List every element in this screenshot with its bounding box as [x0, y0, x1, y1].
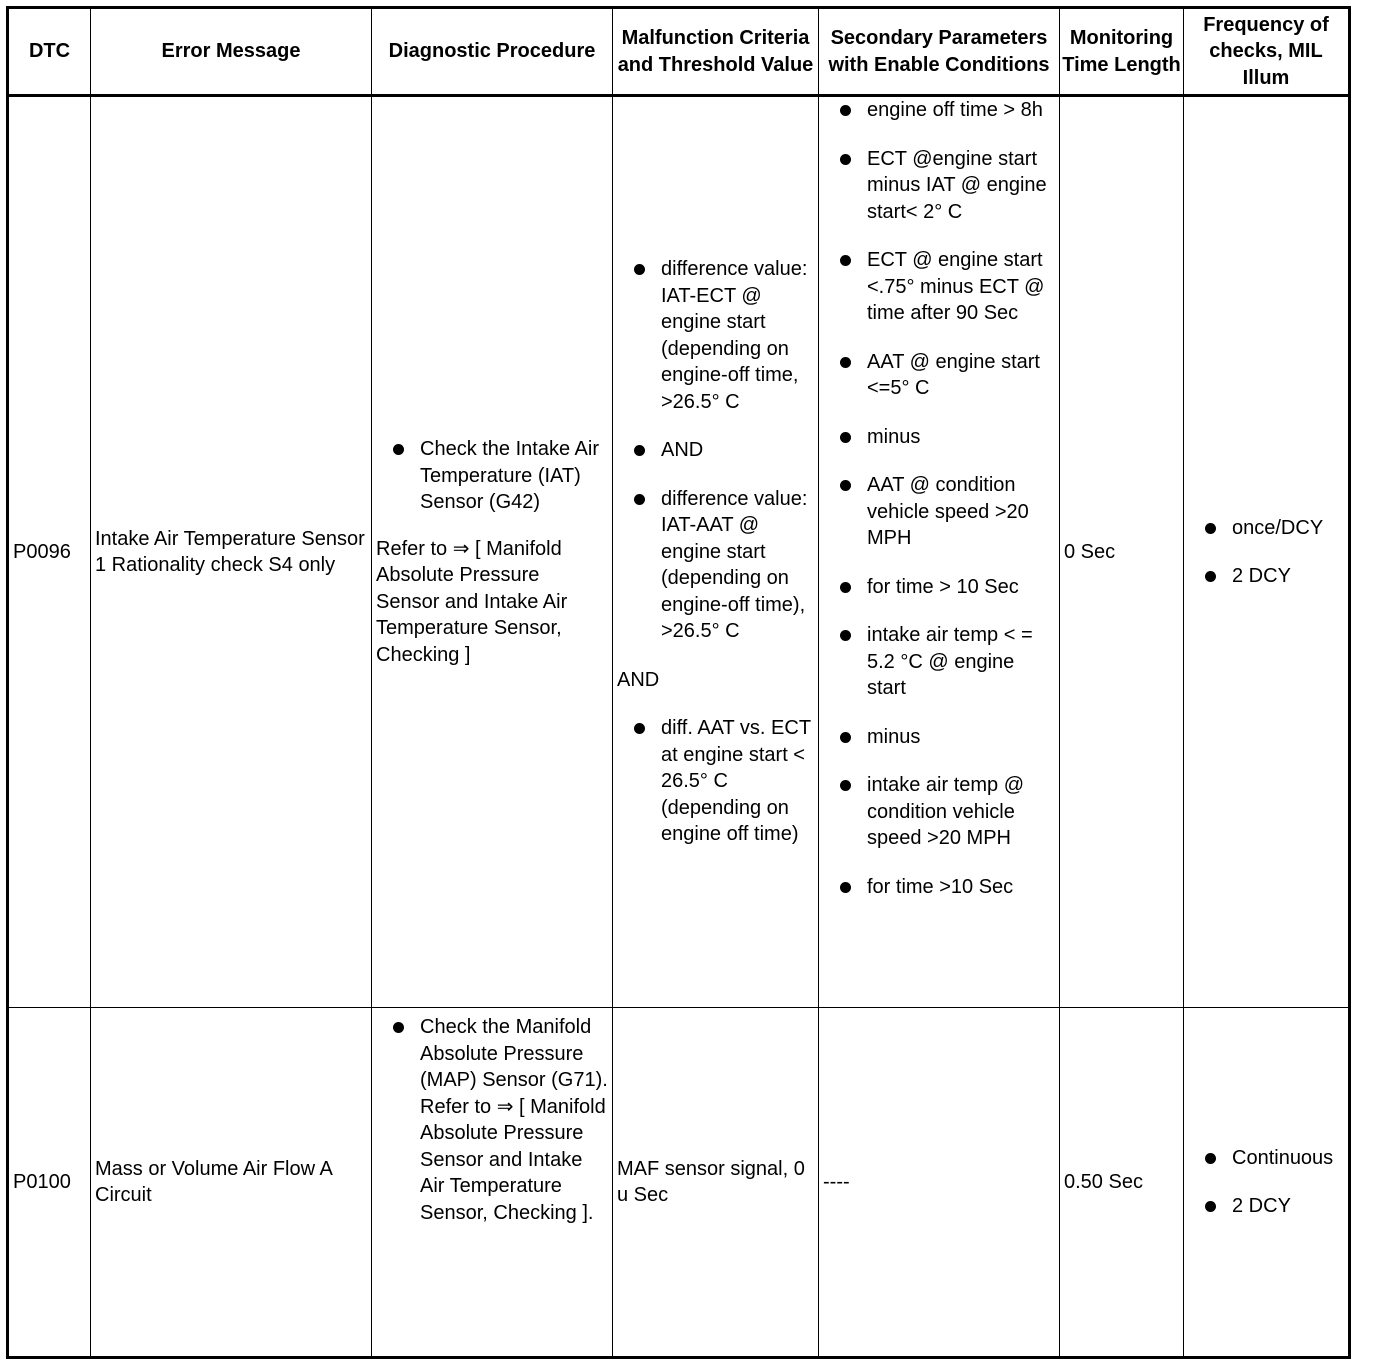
diagnostic-refer-text: Refer to ⇒ [ Manifold Absolute Pressure Sensor and Intake Air Temperature Sensor, Checking ]: [376, 537, 568, 666]
secondary-bullet: AAT @ engine start <=5° C: [823, 349, 1057, 402]
frequency: [1184, 96, 1350, 1008]
secondary-bullet-list: [823, 97, 1057, 900]
header-monitoring-time: Monitoring Time Length: [1060, 8, 1184, 96]
diagnostic-procedure: [372, 1008, 613, 1358]
header-frequency: Frequency of checks, MIL Illum: [1184, 8, 1350, 96]
table-header-row: [8, 8, 1350, 96]
table-row: [8, 96, 1350, 1008]
malfunction-criteria: MAF sensor signal, 0 u Sec: [613, 1008, 819, 1358]
malfunction-bullet-list: [617, 256, 816, 645]
frequency-bullet: 2 DCY: [1188, 563, 1344, 590]
diagnostic-procedure: [372, 96, 613, 1008]
header-secondary-parameters: Secondary Parameters with Enable Conditions: [819, 8, 1060, 96]
dtc-code: P0100: [8, 1008, 91, 1358]
header-dtc: DTC: [8, 8, 91, 96]
dtc-table: [6, 6, 1351, 1359]
header-diagnostic-procedure: Diagnostic Procedure: [372, 8, 613, 96]
diagnostic-bullet: Check the Manifold Absolute Pressure (MAP) Sensor (G71). Refer to ⇒ [ Manifold Absolute Pressure Sensor and Intake Air Temperature Sensor, Checking ].: [376, 1014, 608, 1226]
malfunction-bullet: difference value: IAT-ECT @ engine start (depending on engine-off time, >26.5° C: [617, 256, 816, 415]
error-message: Intake Air Temperature Sensor 1 Rationality check S4 only: [91, 96, 372, 1008]
secondary-parameters: [819, 96, 1060, 1008]
secondary-bullet: minus: [823, 724, 1057, 751]
secondary-bullet: minus: [823, 424, 1057, 451]
header-error-message: Error Message: [91, 8, 372, 96]
secondary-bullet: for time > 10 Sec: [823, 574, 1057, 601]
secondary-parameters: ----: [819, 1008, 1060, 1358]
secondary-bullet: for time >10 Sec: [823, 874, 1057, 901]
frequency-bullet: Continuous: [1188, 1145, 1344, 1172]
malfunction-criteria: [613, 96, 819, 1008]
frequency-bullet-list: [1188, 1145, 1344, 1220]
secondary-bullet: AAT @ condition vehicle speed >20 MPH: [823, 472, 1057, 552]
malfunction-bullet: difference value: IAT-AAT @ engine start (depending on engine-off time), >26.5° C: [617, 486, 816, 645]
secondary-bullet: engine off time > 8h: [823, 97, 1057, 124]
diagnostic-bullet: Check the Intake Air Temperature (IAT) Sensor (G42): [376, 436, 608, 516]
malfunction-bullet: AND: [617, 437, 816, 464]
dtc-code: P0096: [8, 96, 91, 1008]
table-row: [8, 1008, 1350, 1358]
malfunction-and-text: AND: [617, 668, 660, 691]
diagnostic-bullet-list: [376, 436, 608, 516]
frequency-bullet: once/DCY: [1188, 515, 1344, 542]
diagnostic-bullet-list: [376, 1014, 608, 1226]
frequency-bullet: 2 DCY: [1188, 1193, 1344, 1220]
monitoring-time: 0.50 Sec: [1060, 1008, 1184, 1358]
secondary-bullet: ECT @engine start minus IAT @ engine start< 2° C: [823, 146, 1057, 226]
frequency: [1184, 1008, 1350, 1358]
header-malfunction-criteria: Malfunction Criteria and Threshold Value: [613, 8, 819, 96]
error-message: Mass or Volume Air Flow A Circuit: [91, 1008, 372, 1358]
malfunction-bullet: diff. AAT vs. ECT at engine start < 26.5° C (depending on engine off time): [617, 715, 816, 848]
secondary-bullet: ECT @ engine start <.75° minus ECT @ time after 90 Sec: [823, 247, 1057, 327]
frequency-bullet-list: [1188, 515, 1344, 590]
malfunction-bullet-list-b: [617, 715, 816, 848]
monitoring-time: 0 Sec: [1060, 96, 1184, 1008]
secondary-bullet: intake air temp < = 5.2 °C @ engine start: [823, 622, 1057, 702]
secondary-bullet: intake air temp @ condition vehicle speed >20 MPH: [823, 772, 1057, 852]
